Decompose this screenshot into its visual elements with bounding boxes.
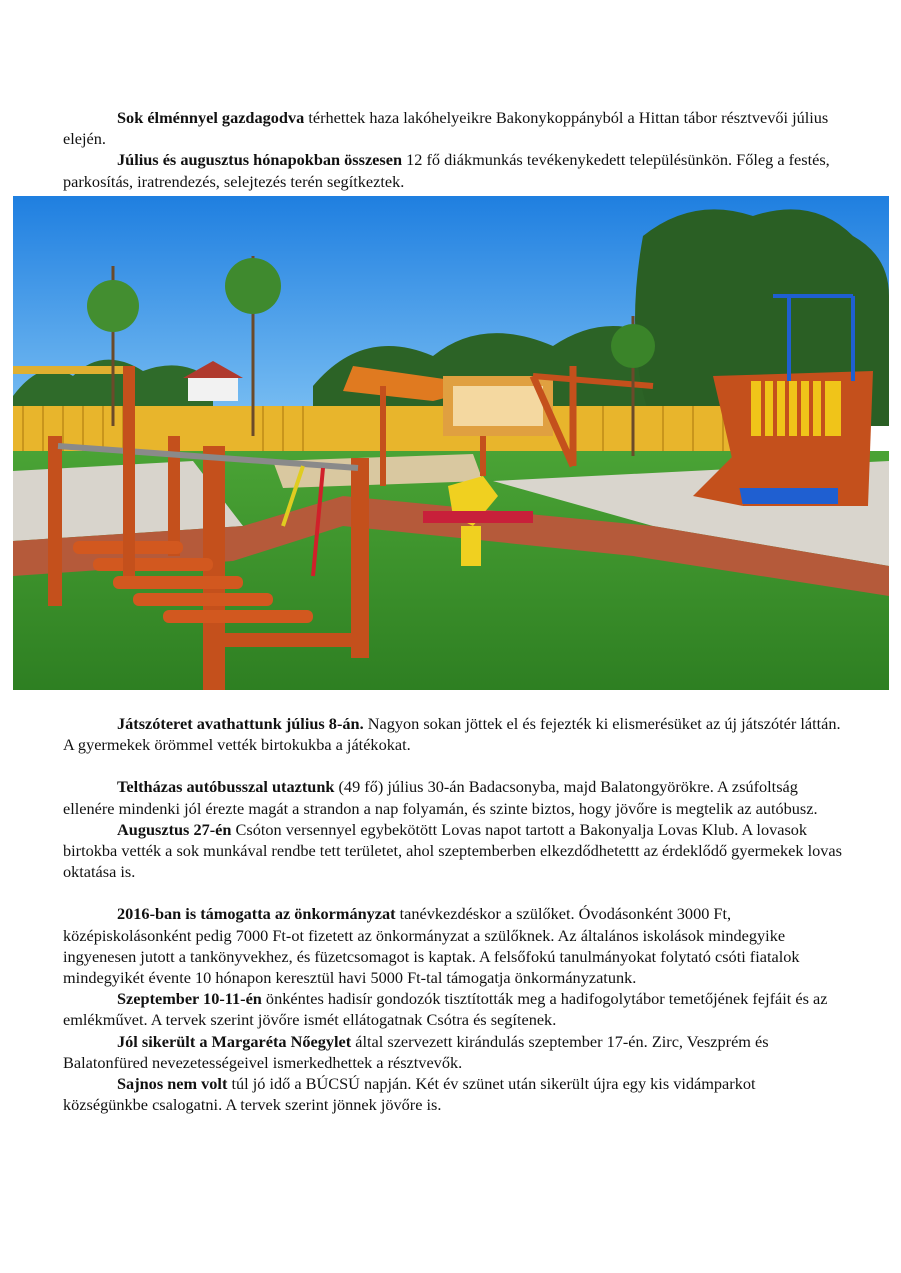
paragraph-bucsu (63, 1073, 843, 1115)
paragraph-lead: Sajnos nem volt (117, 1074, 228, 1094)
paragraph-body: önkéntes hadisír gondozók tisztították meg a hadifogolytábor temetőjének fejfáit és az emlékművet. A tervek szerint jövőre ismét ellátogatnak Csótra és segítenek. (63, 989, 828, 1030)
paragraph-jatszoter (63, 713, 843, 755)
paragraph-hadisir (63, 988, 843, 1030)
paragraph-kirandulas (63, 1031, 843, 1073)
bottom-text-block (63, 713, 843, 1115)
paragraph-lead: Augusztus 27-én (117, 819, 232, 839)
spacer (63, 755, 843, 776)
paragraph-body: tanévkezdéskor a szülőket. Óvodásonként 3000 Ft, középiskolásonként pedig 7000 Ft-ot fizetett az önkormányzat a szülőknek. Az általános iskolások mindegyike ingyenesen jutott a tankönyvekhez, és füzetcsomagot is kaptak. A felsőfokú tanulmányokat folytató csóti fiatalok mindegyikét évente 10 hónapon keresztül havi 5000 Ft-tal támogatja önkormányzatunk. (63, 904, 800, 988)
paragraph-hittan-tabor (63, 107, 843, 149)
paragraph-lead: Július és augusztus hónapokban összesen (117, 150, 403, 170)
paragraph-diakmunka (63, 149, 843, 191)
paragraph-lead: Játszóteret avathattunk július 8-án. (117, 714, 364, 733)
paragraph-lead: 2016-ban is támogatta az önkormányzat (117, 904, 396, 924)
paragraph-lovas-nap (63, 819, 843, 883)
paragraph-body: 12 fő diákmunkás tevékenykedett településünkön. Főleg a festés, parkosítás, iratrendezés, selejtezés terén segítkeztek. (63, 150, 830, 191)
paragraph-tamogatas (63, 903, 843, 988)
paragraph-body: Csóton versennyel egybekötött Lovas napot tartott a Bakonyalja Lovas Klub. A lovasok birtokba vették a sok munkával rendbe tett területet, ahol szeptemberben elkezdődhetettt az érdeklődő gyermekek lovas oktatása is. (63, 819, 842, 882)
paragraph-body: túl jó idő a BÚCSÚ napján. Két év szünet után sikerült újra egy kis vidámparkot községünkbe csalogatni. A tervek szerint jönnek jövőre is. (63, 1074, 756, 1115)
paragraph-lead: Sok élménnyel gazdagodva (117, 108, 305, 127)
paragraph-lead: Teltházas autóbusszal utaztunk (117, 777, 335, 797)
paragraph-body: térhettek haza lakóhelyeikre Bakonykoppányból a Hittan tábor résztvevői július elején. (63, 108, 829, 149)
paragraph-lead: Szeptember 10-11-én (117, 989, 262, 1009)
spacer (63, 882, 843, 903)
paragraph-body: által szervezett kirándulás szeptember 17-én. Zirc, Veszprém és Balatonfüred nevezetességeivel ismerkedhettek a résztvevők. (63, 1031, 769, 1072)
paragraph-body: (49 fő) július 30-án Badacsonyba, majd Balatongyörökre. A zsúfoltság ellenére mindenki jól érezte magát a strandon a nap folyamán, és szinte biztos, hogy jövőre is megtelik az autóbusz. (63, 777, 818, 818)
top-text-block (63, 107, 843, 192)
paragraph-body: Nagyon sokan jöttek el és fejezték ki elismerésüket az új játszótér láttán. A gyermekek örömmel vették birtokukba a játékokat. (63, 714, 841, 755)
paragraph-lead: Jól sikerült a Margaréta Nőegylet (117, 1031, 352, 1051)
paragraph-autobusz (63, 776, 843, 818)
playground-photo (13, 196, 889, 690)
